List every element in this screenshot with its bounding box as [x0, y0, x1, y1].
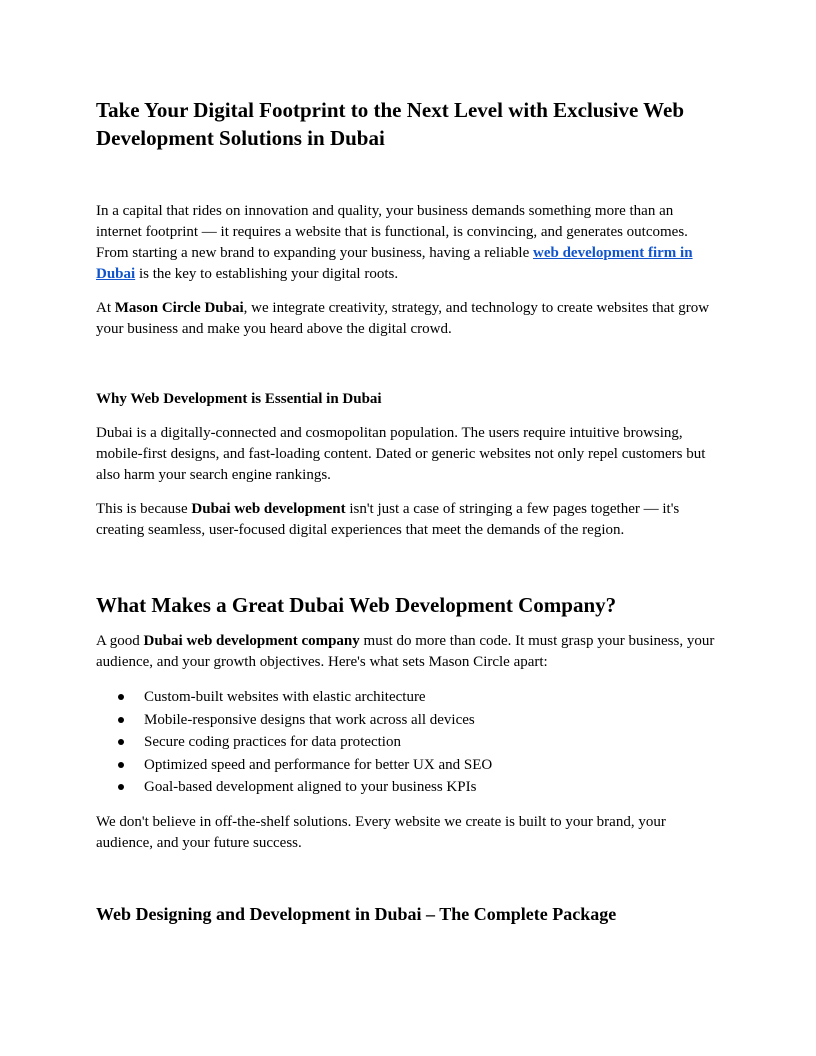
- why-p2-rest: isn't just a case of stringing a few pages together — it's creating seamless, user-focused digital experiences that meet the demands of the region.: [96, 501, 680, 538]
- why-p2-prefix: This is because: [96, 501, 192, 517]
- package-heading: Web Designing and Development in Dubai – The Complete Package: [96, 904, 617, 924]
- mason-paragraph: [96, 298, 721, 340]
- why-heading: Why Web Development is Essential in Dubai: [96, 391, 382, 407]
- features-list: [96, 686, 696, 799]
- bullet-icon: [118, 694, 124, 700]
- intro-paragraph: [96, 201, 721, 285]
- list-item: [96, 754, 696, 777]
- mason-prefix: At: [96, 300, 115, 316]
- bullet-icon: [118, 762, 124, 768]
- great-heading: What Makes a Great Dubai Web Development Company?: [96, 593, 617, 617]
- list-item: [96, 731, 696, 754]
- great-intro-paragraph: [96, 631, 721, 673]
- list-item: [96, 709, 696, 732]
- why-p2-bold: Dubai web development: [191, 501, 346, 517]
- list-item-text: Mobile-responsive designs that work across all devices: [144, 711, 475, 728]
- bullet-icon: [118, 784, 124, 790]
- why-paragraph-2: [96, 499, 721, 541]
- web-development-firm-link[interactable]: web development firm in Dubai: [96, 245, 693, 282]
- great-intro-prefix: A good: [96, 633, 144, 649]
- intro-text-after: is the key to establishing your digital roots.: [135, 266, 399, 282]
- list-item-text: Optimized speed and performance for better UX and SEO: [144, 756, 493, 773]
- why-paragraph-1: Dubai is a digitally-connected and cosmopolitan population. The users require intuitive browsing, mobile-first designs, and fast-loading content. Dated or generic websites not only repel customers but also harm your search engine rankings.: [96, 425, 706, 483]
- intro-text-before: In a capital that rides on innovation and quality, your business demands something more than an internet footprint — it requires a website that is functional, is convincing, and generates outcomes. From starting a new brand to expanding your business, having a reliable: [96, 203, 688, 261]
- bullet-icon: [118, 739, 124, 745]
- list-item-text: Secure coding practices for data protection: [144, 734, 401, 750]
- great-intro-rest: must do more than code. It must grasp your business, your audience, and your growth objectives. Here's what sets Mason Circle apart:: [96, 633, 715, 670]
- list-item: [96, 686, 696, 709]
- page-title: Take Your Digital Footprint to the Next Level with Exclusive Web Development Solutions in Dubai: [96, 98, 684, 150]
- mason-rest: , we integrate creativity, strategy, and technology to create websites that grow your business and make you heard above the digital crowd.: [96, 300, 710, 337]
- list-item: [96, 776, 696, 799]
- bullet-icon: [118, 717, 124, 723]
- mason-brand: Mason Circle Dubai: [114, 300, 244, 316]
- closing-paragraph: We don't believe in off-the-shelf solutions. Every website we create is built to your brand, your audience, and your future success.: [96, 814, 666, 851]
- list-item-text: Goal-based development aligned to your business KPIs: [144, 779, 477, 795]
- list-item-text: Custom-built websites with elastic architecture: [144, 689, 426, 705]
- great-intro-bold: Dubai web development company: [143, 633, 360, 649]
